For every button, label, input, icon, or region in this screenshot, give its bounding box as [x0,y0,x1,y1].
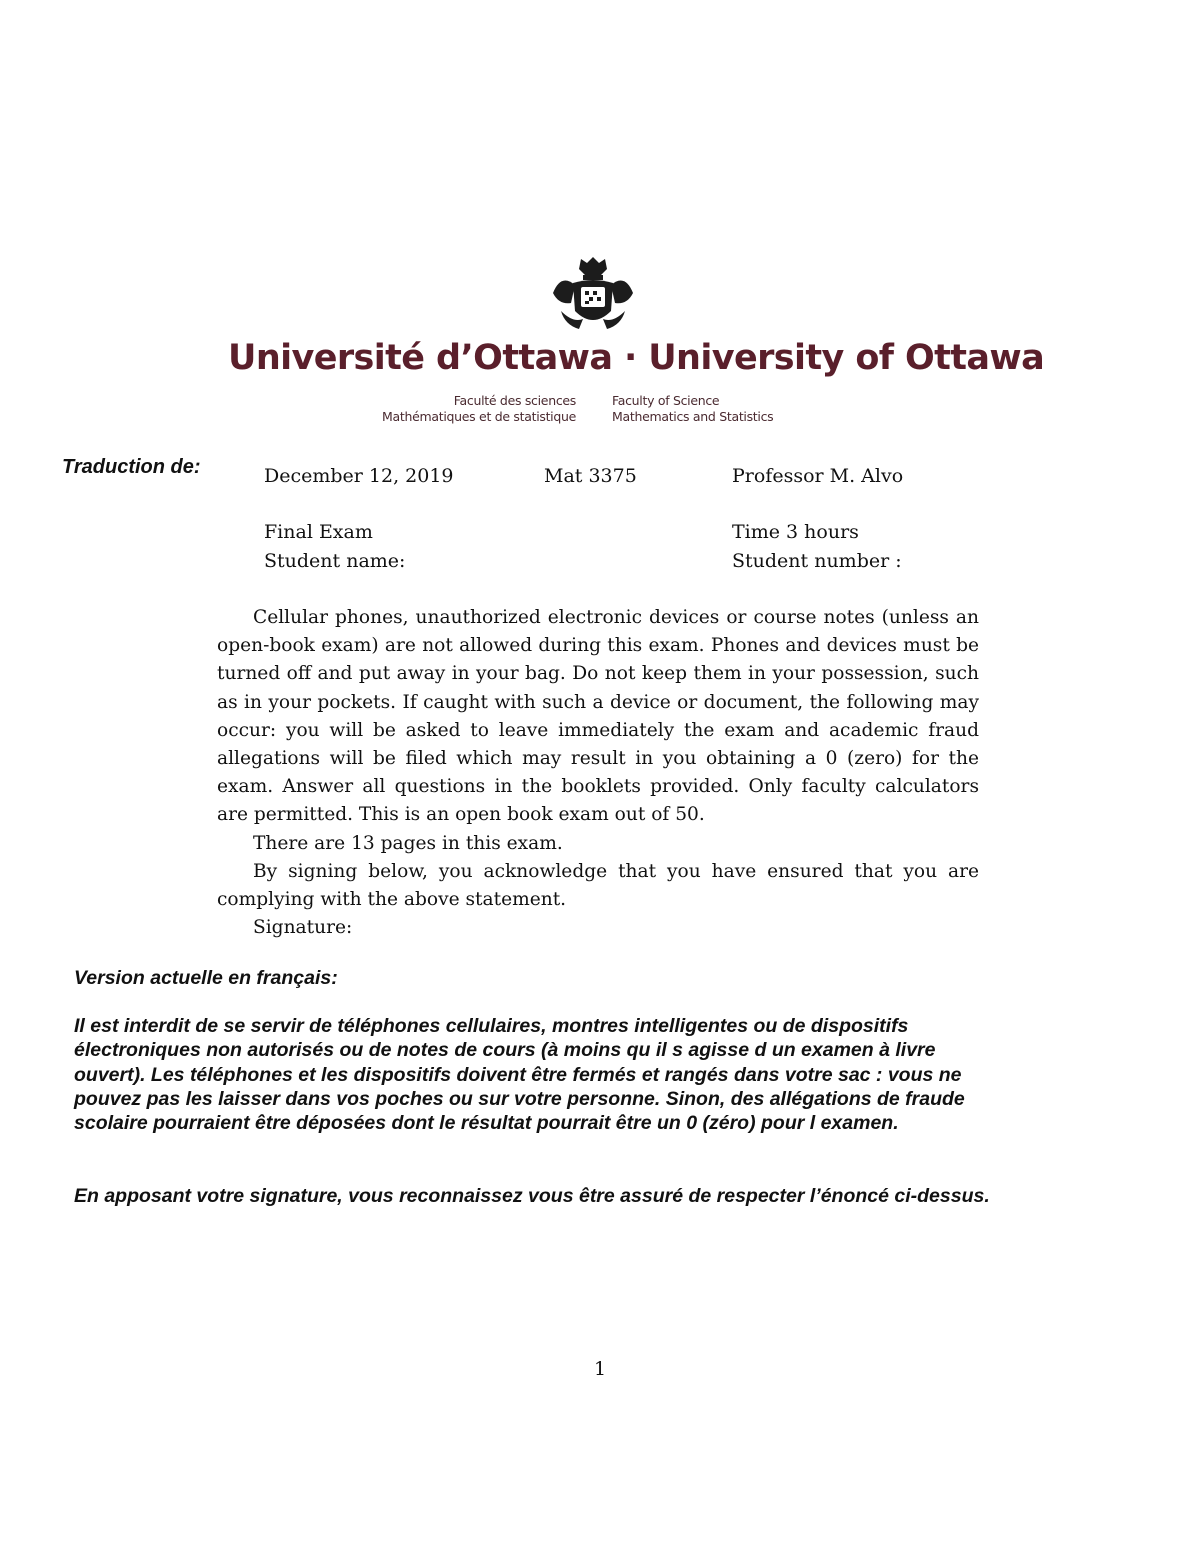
crest-icon [543,253,643,337]
student-name-label: Student name: [264,550,406,572]
french-acknowledgement-text: En apposant votre signature, vous reconnaissez vous être assuré de respecter l’énoncé ci-dessus. [74,1185,990,1207]
faculty-fr [360,393,576,425]
professor-name: Professor M. Alvo [732,465,904,487]
french-paragraph: Il est interdit de se servir de téléphones cellulaires, montres intelligentes ou de dispositifs électroniques non autorisés ou de notes de cours (à moins qu il s agisse d un examen à livre ouvert). Les téléphones et les dispositifs doivent être fermés et rangés dans votre sac : vous ne pouvez pas les laisser dans vos poches ou sur votre personne. Sinon, des allégations de fraude scolaire pourraient être déposées dont le résultat pourrait être un 0 (zéro) pour l examen. [74,1015,965,1135]
acknowledgement-statement: By signing below, you acknowledge that you have ensured that you are complying with the above statement. [217,860,979,911]
french-instructions [74,1014,994,1135]
exam-date: December 12, 2019 [264,465,454,487]
signature-label: Signature: [253,917,353,939]
page-number: 1 [593,1358,607,1380]
french-acknowledgement [74,1184,994,1208]
faculty-en-line2: Mathematics and Statistics [612,409,774,424]
french-heading: Version actuelle en français: [74,967,338,989]
faculty-en [612,393,773,425]
student-number-label: Student number : [732,550,902,572]
page-count-statement: There are 13 pages in this exam. [253,832,563,854]
instructions-paragraph: Cellular phones, unauthorized electronic devices or course notes (unless an open-book exam) are not allowed during this exam. Phones and devices must be turned off and put away in your bag. Do not keep them in your possession, such as in your pockets. If caught with such a device or document, the following may occur: you will be asked to leave immediately the exam and academic fraud allegations will be filed which may result in you obtaining a 0 (zero) for the exam. Answer all questions in the booklets provided. Only faculty calculators are permitted. This is an open book exam out of 50. [217,607,979,826]
course-code: Mat 3375 [544,465,637,487]
exam-type: Final Exam [264,521,373,543]
faculty-fr-line2: Mathématiques et de statistique [382,409,576,424]
translation-label: Traduction de: [62,456,201,478]
faculty-fr-line1: Faculté des sciences [453,393,576,408]
instructions [217,604,979,942]
university-name: Université d’Ottawa · University of Ottawa [228,338,1045,378]
faculty-en-line1: Faculty of Science [612,393,720,408]
exam-duration: Time 3 hours [732,521,859,543]
